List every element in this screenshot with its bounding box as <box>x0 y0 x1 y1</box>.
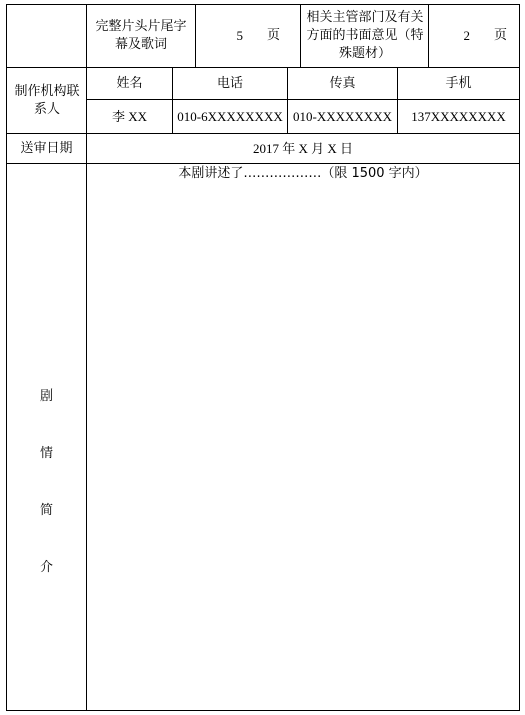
credits-page-unit: 页 <box>266 28 280 43</box>
header-name: 姓名 <box>116 75 143 91</box>
credits-page-count: 5 <box>236 28 243 43</box>
contact-phone-value: 010-6XXXXXXXX <box>177 108 283 124</box>
synopsis-label-char-2: 情 <box>39 446 53 461</box>
contact-name-value: 李 XX <box>111 108 148 124</box>
contact-mobile-value: 137XXXXXXXX <box>411 108 506 124</box>
opinion-page-unit: 页 <box>493 28 507 43</box>
submit-date-value: 2017 年 X 月 X 日 <box>252 140 354 156</box>
attachment-credits-count <box>196 5 300 67</box>
synopsis-instruction: 本剧讲述了………………（限 1500 字内） <box>178 166 428 181</box>
opinion-page-count: 2 <box>463 28 470 43</box>
table-right-border <box>519 4 520 711</box>
header-fax: 传真 <box>329 75 356 91</box>
contact-fax-value: 010-XXXXXXXX <box>293 108 392 124</box>
synopsis-label-char-3: 简 <box>39 503 53 518</box>
contact-section-label: 制作机构联系人 <box>14 83 80 117</box>
submit-date-label: 送审日期 <box>20 140 73 156</box>
row1-divider-b <box>300 4 301 67</box>
attachment-credits-label: 完整片头片尾字幕及歌词 <box>95 19 187 52</box>
synopsis-text-area[interactable] <box>87 186 519 709</box>
attachment-opinion-label: 相关主管部门及有关方面的书面意见（特殊题材） <box>306 10 424 61</box>
header-mobile: 手机 <box>445 75 472 91</box>
table-bottom-border <box>6 710 520 711</box>
attachment-opinion-count <box>429 5 519 67</box>
synopsis-label-char-1: 剧 <box>39 389 53 404</box>
synopsis-label <box>7 388 86 628</box>
synopsis-label-char-4: 介 <box>39 560 53 575</box>
header-phone: 电话 <box>216 75 243 91</box>
